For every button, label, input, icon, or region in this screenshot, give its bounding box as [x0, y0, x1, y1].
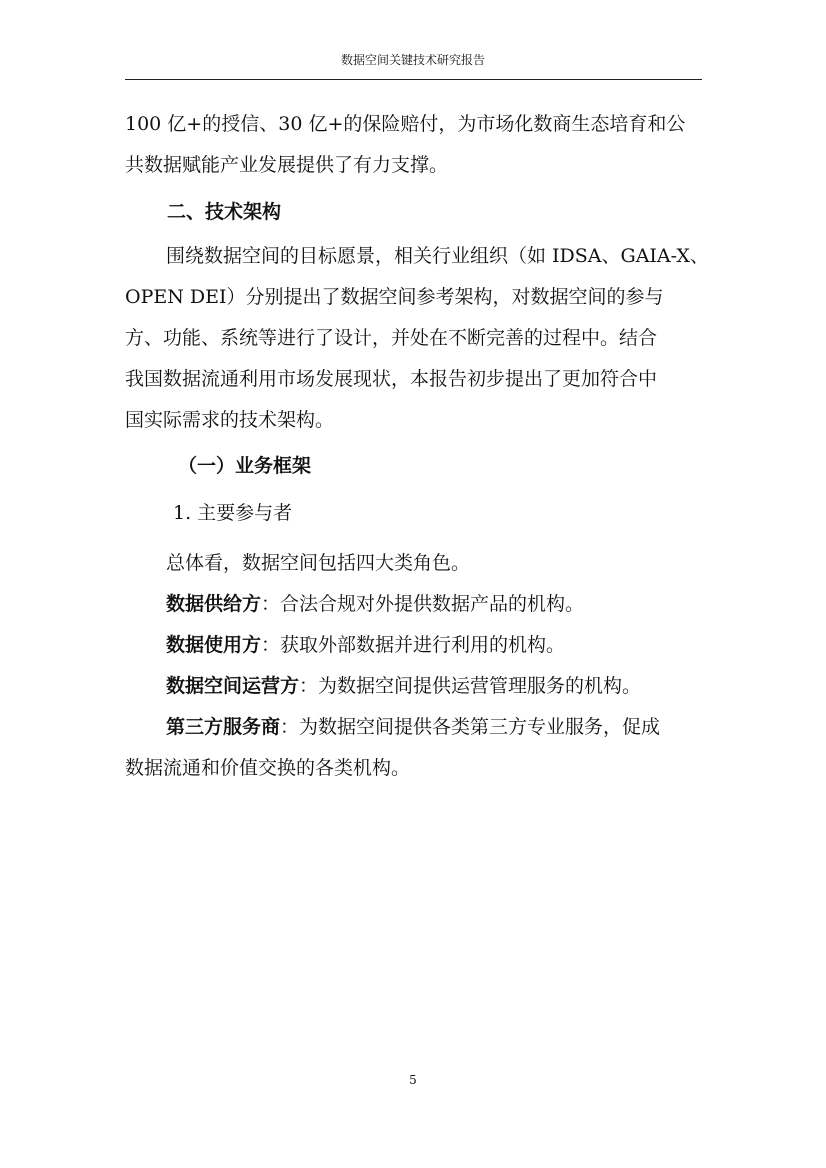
section-heading: 二、技术架构: [167, 201, 282, 223]
header-rule: [125, 79, 702, 80]
role-definition: [125, 707, 705, 748]
role-label: 数据供给方: [166, 593, 262, 615]
role-label: 第三方服务商: [166, 716, 281, 738]
paragraph-line: 国实际需求的技术架构。: [125, 409, 335, 431]
paragraph-line: 方、功能、系统等进行了设计，并处在不断完善的过程中。结合: [125, 327, 658, 349]
role-definition: [125, 584, 705, 625]
role-definition: [125, 666, 705, 707]
paragraph-line: 共数据赋能产业发展提供了有力支撑。: [125, 154, 449, 176]
running-header: 数据空间关键技术研究报告: [340, 53, 485, 67]
role-description: ：为数据空间提供运营管理服务的机构。: [299, 675, 642, 697]
document-body: [125, 104, 709, 789]
subsection-heading: （一）业务框架: [178, 455, 312, 477]
item-heading: 1. 主要参与者: [173, 502, 293, 524]
role-description: ：获取外部数据并进行利用的机构。: [261, 634, 566, 656]
paragraph-line: 100 亿+的授信、30 亿+的保险赔付，为市场化数商生态培育和公: [125, 113, 686, 135]
paragraph-line: OPEN DEI）分别提出了数据空间参考架构，对数据空间的参与: [125, 286, 664, 308]
role-label: 数据使用方: [166, 634, 262, 656]
role-definition: [125, 625, 705, 666]
role-description: ：为数据空间提供各类第三方专业服务，促成: [280, 716, 661, 738]
paragraph-line: 数据流通和价值交换的各类机构。: [125, 757, 411, 779]
paragraph-line: 我国数据流通利用市场发展现状，本报告初步提出了更加符合中: [125, 368, 658, 390]
paragraph-line: 围绕数据空间的目标愿景，相关行业组织（如 IDSA、GAIA-X、: [166, 245, 709, 267]
paragraph-line: 总体看，数据空间包括四大类角色。: [166, 552, 471, 574]
role-label: 数据空间运营方: [166, 675, 300, 697]
role-description: ：合法合规对外提供数据产品的机构。: [261, 593, 585, 615]
page-number: 5: [409, 1073, 417, 1087]
